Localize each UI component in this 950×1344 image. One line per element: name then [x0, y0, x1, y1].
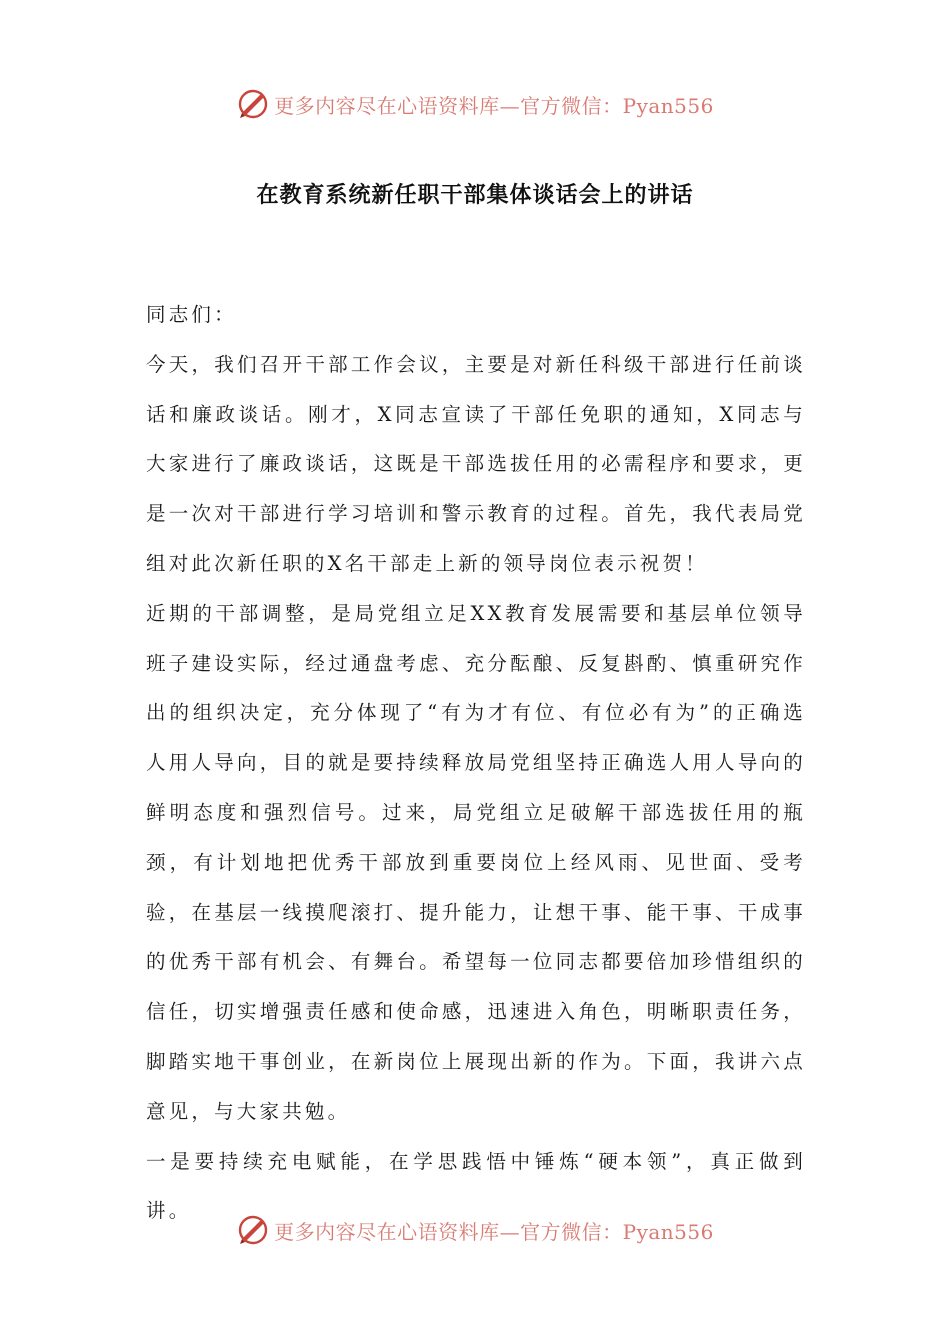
watermark-banner-top — [0, 82, 950, 126]
watermark-text: 更多内容尽在心语资料库—官方微信：Pyan556 — [274, 1219, 714, 1244]
watermark-text: 更多内容尽在心语资料库—官方微信：Pyan556 — [274, 93, 714, 118]
document-title: 在教育系统新任职干部集体谈话会上的讲话 — [256, 183, 694, 208]
body-paragraph-3: 一是要持续充电赋能，在学思践悟中锤炼“硬本领”，真正做到讲。 — [146, 1149, 806, 1223]
pen-logo-icon — [236, 87, 270, 121]
salutation-paragraph: 同志们： — [146, 303, 237, 326]
body-paragraph-2: 近期的干部调整，是局党组立足XX教育发展需要和基层单位领导班子建设实际，经过通盘考虑、充分酝酿、反复斟酌、慎重研究作出的组织决定，充分体现了“有为才有位、有位必有为”的正确选人用人导向，目的就是要持续释放局党组坚持正确选人用人导向的鲜明态度和强烈信号。过来，局党组立足破解干部选拔任用的瓶颈，有计划地把优秀干部放到重要岗位上经风雨、见世面、受考验，在基层一线摸爬滚打、提升能力，让想干事、能干事、干成事的优秀干部有机会、有舞台。希望每一位同志都要倍加珍惜组织的信任，切实增强责任感和使命感，迅速进入角色，明晰职责任务，脚踏实地干事创业，在新岗位上展现出新的作为。下面，我讲六点意见，与大家共勉。 — [146, 601, 806, 1123]
pen-logo-icon — [236, 1213, 270, 1247]
watermark-banner-bottom — [0, 1208, 950, 1252]
body-paragraph-1: 今天，我们召开干部工作会议，主要是对新任科级干部进行任前谈话和廉政谈话。刚才，X同志宣读了干部任免职的通知，X同志与大家进行了廉政谈话，这既是干部选拔任用的必需程序和要求，更是一次对干部进行学习培训和警示教育的过程。首先，我代表局党组对此次新任职的X名干部走上新的领导岗位表示祝贺！ — [146, 352, 806, 575]
document-body — [146, 290, 806, 1236]
